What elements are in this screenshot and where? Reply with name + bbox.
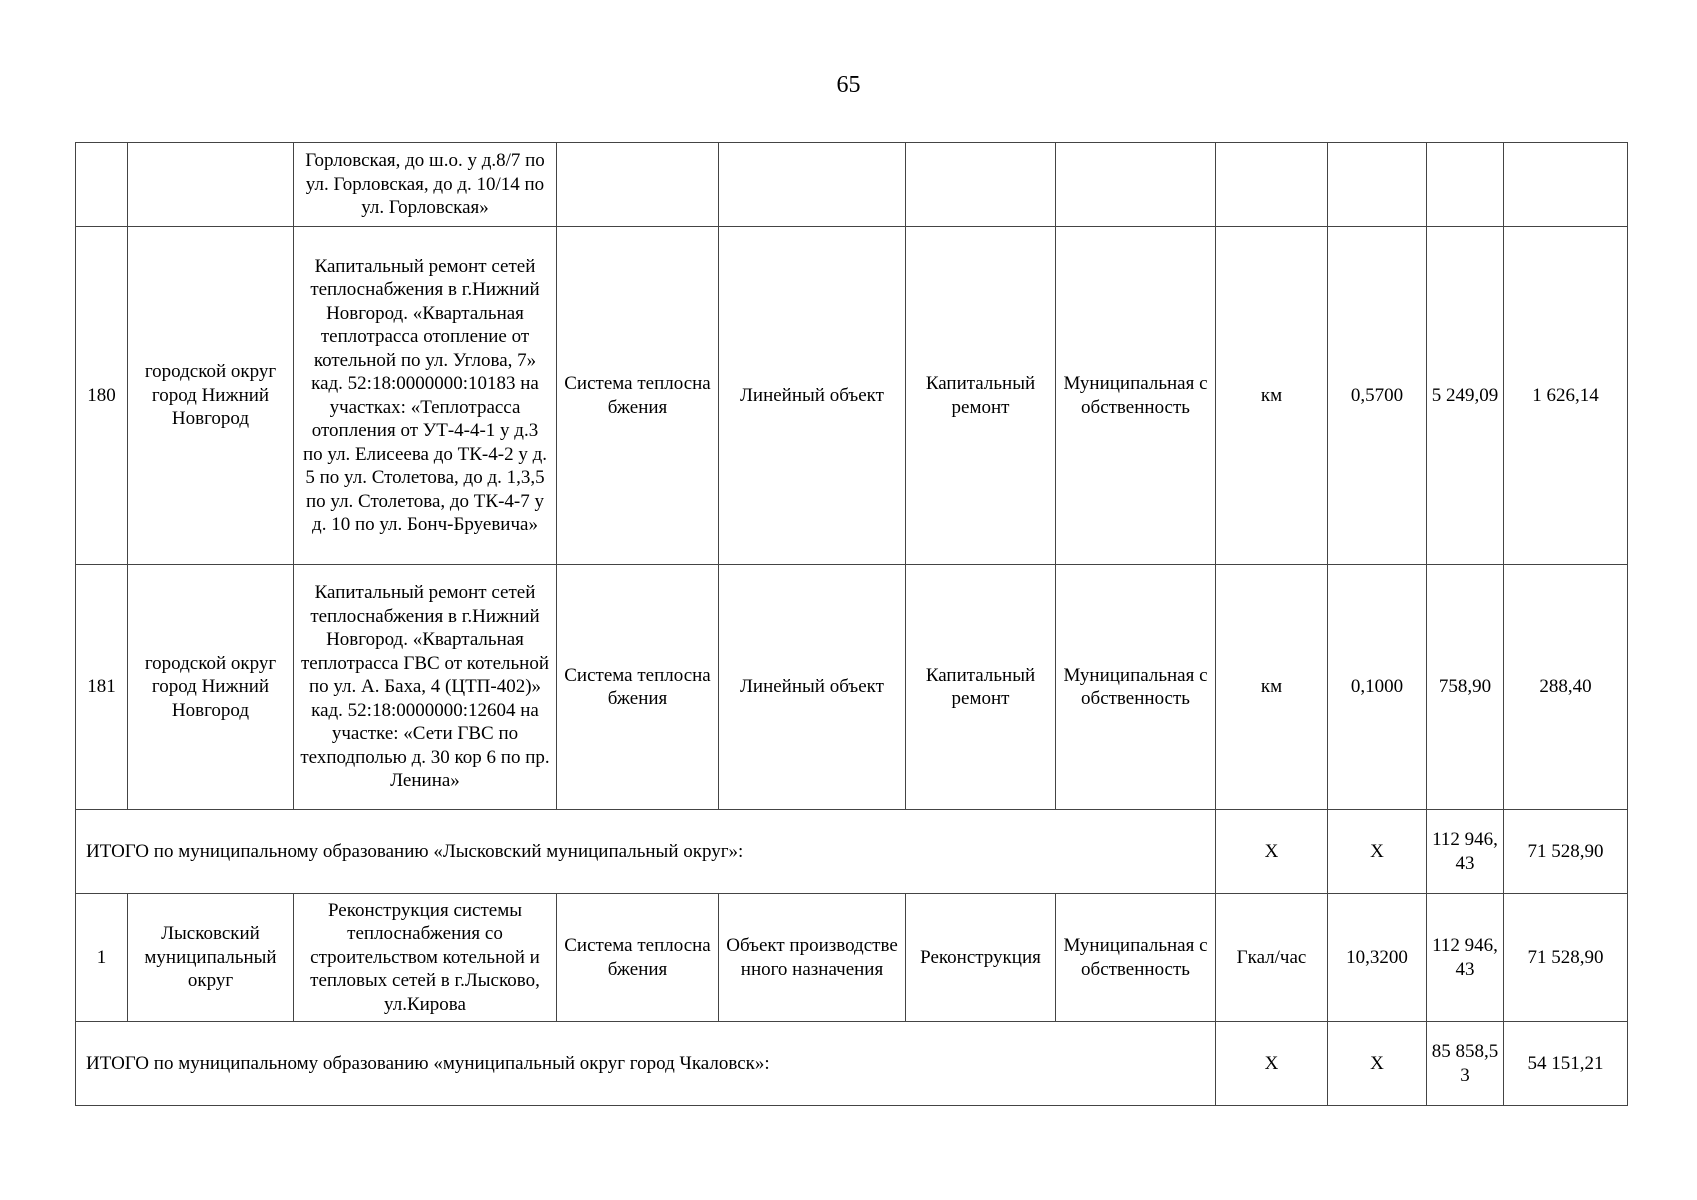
cell-work-type: Капитальный ремонт	[906, 227, 1056, 565]
cell-quantity: 0,5700	[1328, 227, 1427, 565]
total-label: ИТОГО по муниципальному образованию «Лысковский муниципальный округ»:	[76, 810, 1216, 894]
cell-no	[76, 143, 128, 227]
cell-cost-share	[1504, 143, 1628, 227]
cell-work-type: Реконструкция	[906, 894, 1056, 1022]
total-row	[76, 1022, 1628, 1106]
cell-cost-total: 112 946,43	[1427, 810, 1504, 894]
cell-quantity: Х	[1328, 1022, 1427, 1106]
cell-work-type: Капитальный ремонт	[906, 565, 1056, 810]
cell-no: 180	[76, 227, 128, 565]
total-row	[76, 810, 1628, 894]
cell-unit: Х	[1216, 810, 1328, 894]
cell-quantity: 0,1000	[1328, 565, 1427, 810]
cell-cost-share: 288,40	[1504, 565, 1628, 810]
cell-cost-share: 71 528,90	[1504, 810, 1628, 894]
cell-unit: км	[1216, 227, 1328, 565]
cell-ownership	[1056, 143, 1216, 227]
cell-system: Система теплоснабжения	[557, 565, 719, 810]
cell-cost-total: 758,90	[1427, 565, 1504, 810]
table-row	[76, 227, 1628, 565]
cell-unit: км	[1216, 565, 1328, 810]
cell-municipality: городской округ город Нижний Новгород	[128, 227, 294, 565]
total-label: ИТОГО по муниципальному образованию «муниципальный округ город Чкаловск»:	[76, 1022, 1216, 1106]
cell-cost-share: 71 528,90	[1504, 894, 1628, 1022]
cell-quantity	[1328, 143, 1427, 227]
cell-municipality: городской округ город Нижний Новгород	[128, 565, 294, 810]
cell-unit	[1216, 143, 1328, 227]
cell-municipality: Лысковский муниципальный округ	[128, 894, 294, 1022]
cell-system: Система теплоснабжения	[557, 894, 719, 1022]
cell-system: Система теплоснабжения	[557, 227, 719, 565]
cell-unit: Гкал/час	[1216, 894, 1328, 1022]
cell-cost-share: 1 626,14	[1504, 227, 1628, 565]
cell-object-type: Линейный объект	[719, 565, 906, 810]
cell-cost-total: 112 946,43	[1427, 894, 1504, 1022]
table-row	[76, 894, 1628, 1022]
cell-quantity: Х	[1328, 810, 1427, 894]
cell-object-name: Капитальный ремонт сетей теплоснабжения в г.Нижний Новгород. «Квартальная теплотрасса ГВС от котельной по ул. А. Баха, 4 (ЦТП-402)» кад. 52:18:0000000:12604 на участке: «Сети ГВС по техподполью д. 30 кор 6 по пр. Ленина»	[294, 565, 557, 810]
table-row	[76, 143, 1628, 227]
cell-object-name: Капитальный ремонт сетей теплоснабжения в г.Нижний Новгород. «Квартальная теплотрасса отопление от котельной по ул. Углова, 7» кад. 52:18:0000000:10183 на участках: «Теплотрасса отопления от УТ-4-4-1 у д.3 по ул. Елисеева до ТК-4-2 у д. 5 по ул. Столетова, до д. 1,3,5 по ул. Столетова, до ТК-4-7 у д. 10 по ул. Бонч-Бруевича»	[294, 227, 557, 565]
cell-object-type	[719, 143, 906, 227]
cell-object-name: Реконструкция системы теплоснабжения со строительством котельной и тепловых сетей в г.Лысково, ул.Кирова	[294, 894, 557, 1022]
cell-cost-total: 85 858,53	[1427, 1022, 1504, 1106]
cell-quantity: 10,3200	[1328, 894, 1427, 1022]
cell-object-type: Объект производственного назначения	[719, 894, 906, 1022]
cell-no: 1	[76, 894, 128, 1022]
cell-ownership: Муниципальная собственность	[1056, 227, 1216, 565]
cell-cost-total: 5 249,09	[1427, 227, 1504, 565]
page-number: 65	[836, 72, 861, 98]
cell-object-type: Линейный объект	[719, 227, 906, 565]
cell-object-name: Горловская, до ш.о. у д.8/7 по ул. Горловская, до д. 10/14 по ул. Горловская»	[294, 143, 557, 227]
cell-work-type	[906, 143, 1056, 227]
cell-no: 181	[76, 565, 128, 810]
capital-works-table	[75, 142, 1628, 1106]
cell-system	[557, 143, 719, 227]
cell-cost-total	[1427, 143, 1504, 227]
table-row	[76, 565, 1628, 810]
cell-unit: Х	[1216, 1022, 1328, 1106]
cell-ownership: Муниципальная собственность	[1056, 894, 1216, 1022]
cell-cost-share: 54 151,21	[1504, 1022, 1628, 1106]
cell-ownership: Муниципальная собственность	[1056, 565, 1216, 810]
cell-municipality	[128, 143, 294, 227]
